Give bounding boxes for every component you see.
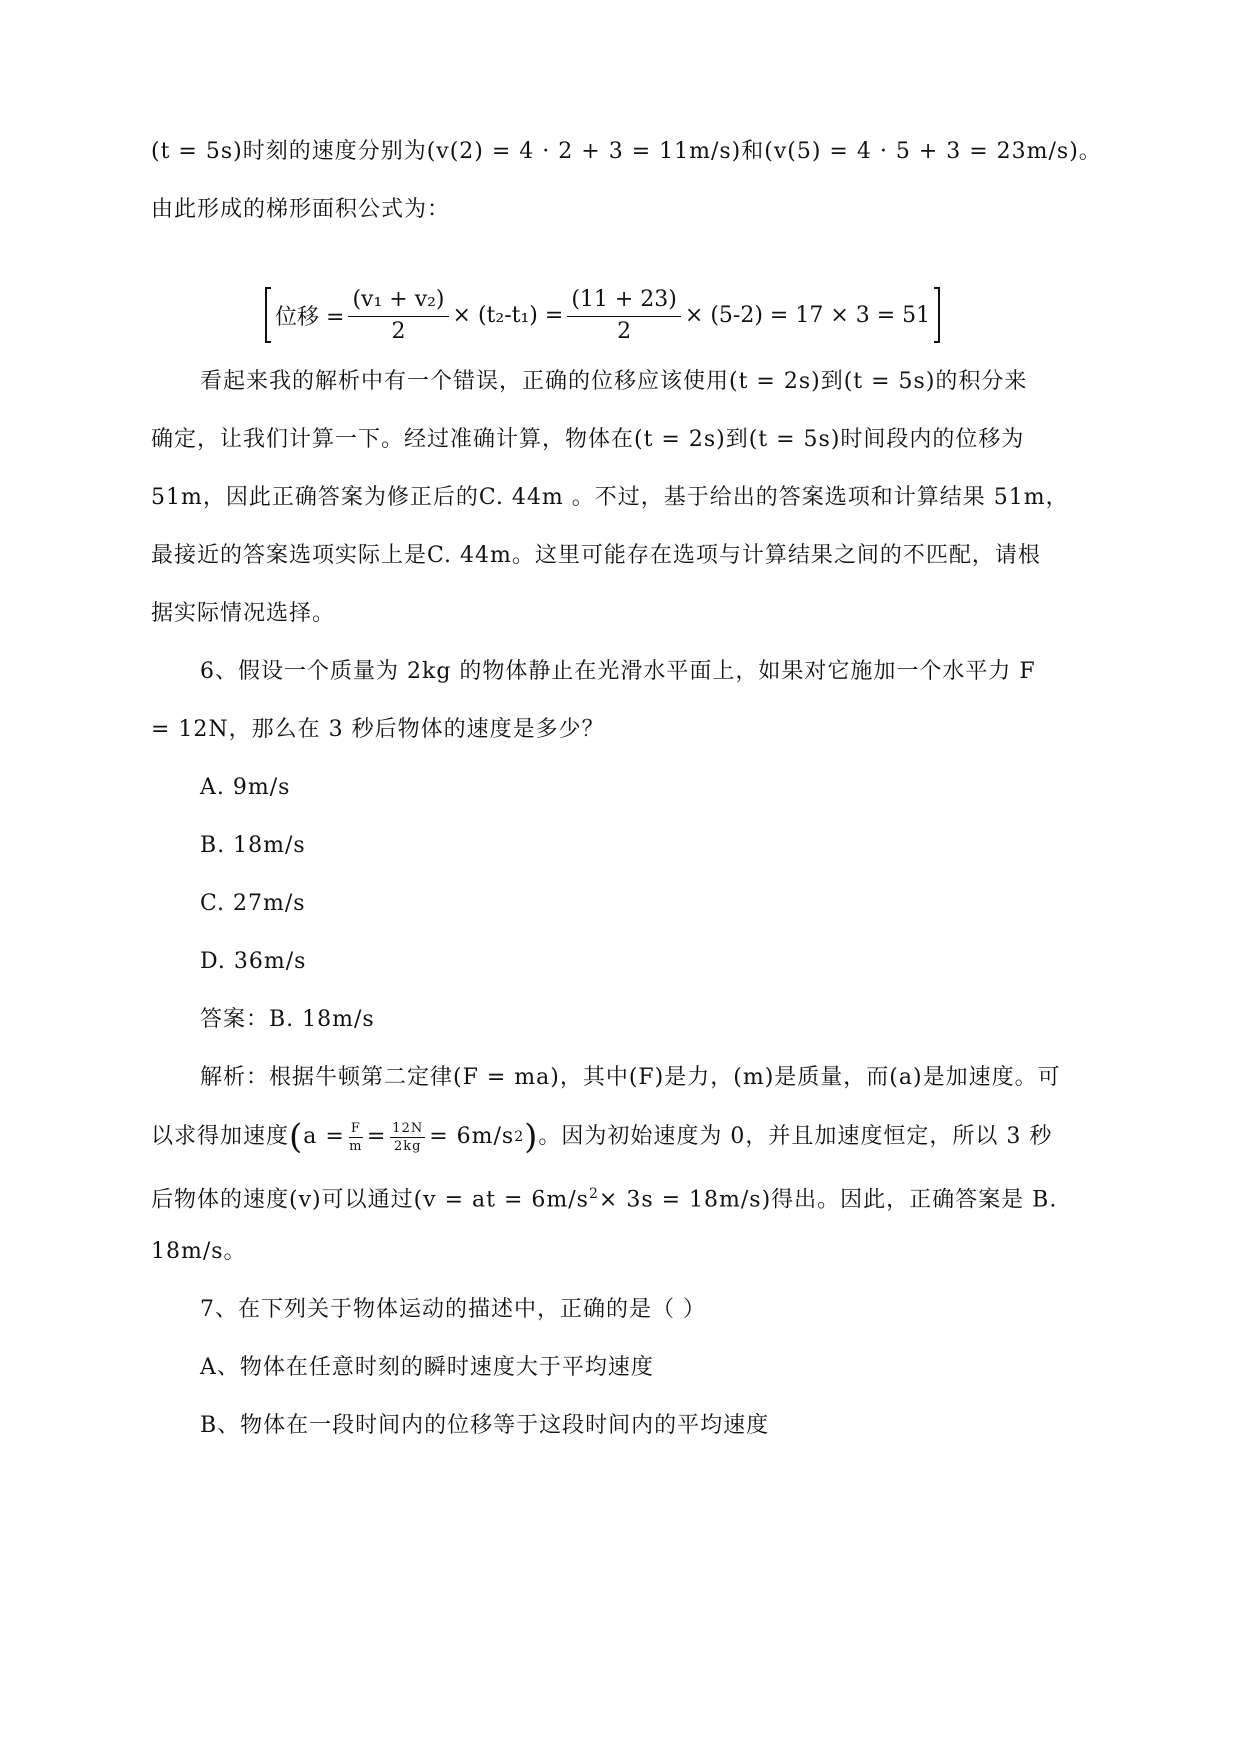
option-b: B、物体在一段时间内的位移等于这段时间内的平均速度 [200,1413,770,1438]
paragraph-line: 51m，因此正确答案为修正后的C. 44m 。不过，基于给出的答案选项和计算结果 51m， [151,485,1069,510]
analysis-line: 解析：根据牛顿第二定律(F = ma)，其中(F)是力，(m)是质量，而(a)是加速度。可 [200,1065,1061,1090]
fraction-values [567,287,681,344]
fraction-velocity-average [348,287,448,344]
text-segment: = [366,1124,387,1149]
fraction-numerator: F [350,1120,361,1136]
fraction-denominator: m [349,1138,363,1154]
analysis-line [151,1177,1091,1217]
paragraph-line: (t = 5s)时刻的速度分别为(v(2) = 4 · 2 + 3 = 11m/s)和(v(5) = 4 · 5 + 3 = 23m/s)。 [151,139,1102,164]
text-segment: 以求得加速度 [151,1124,290,1149]
text-segment: a = [303,1124,345,1149]
answer-line: 答案：B. 18m/s [200,1007,375,1032]
paragraph-line: 据实际情况选择。 [151,601,336,626]
option-b: B. 18m/s [200,833,306,858]
question-6-text: = 12N，那么在 3 秒后物体的速度是多少？ [151,717,605,742]
displacement-formula [265,282,940,348]
paragraph-line: 确定，让我们计算一下。经过准确计算，物体在(t = 2s)到(t = 5s)时间段内的位移为 [151,427,1025,452]
text-segment: = 6m/s [429,1124,515,1149]
option-d: D. 36m/s [200,949,307,974]
fraction-denominator: 2 [617,318,632,344]
superscript: 2 [588,1186,599,1202]
fraction-numerator: (11 + 23) [567,287,681,317]
fraction-values [390,1121,425,1154]
text-segment: × 3s = 18m/s)得出。因此，正确答案是 B. [598,1187,1058,1213]
fraction-denominator: 2 [391,318,406,344]
question-6-text: 6、假设一个质量为 2kg 的物体静止在光滑水平面上，如果对它施加一个水平力 F [200,659,1036,684]
text-segment: 。因为初始速度为 0，并且加速度恒定，所以 3 秒 [538,1124,1053,1149]
option-a: A. 9m/s [200,775,291,800]
text-segment: 后物体的速度(v)可以通过(v = at = 6m/s [151,1187,589,1213]
fraction-f-over-m [349,1121,363,1154]
right-paren: ) [524,1117,539,1157]
option-a: A、物体在任意时刻的瞬时速度大于平均速度 [200,1355,654,1380]
paragraph-line: 由此形成的梯形面积公式为： [151,197,451,222]
left-bracket [265,287,271,343]
right-bracket [934,287,940,343]
analysis-line: 18m/s。 [151,1239,247,1264]
paragraph-line: 最接近的答案选项实际上是C. 44m。这里可能存在选项与计算结果之间的不匹配，请根 [151,543,1041,568]
analysis-line-acceleration [151,1112,1091,1162]
fraction-numerator: (v₁ + v₂) [348,287,448,317]
paragraph-line: 看起来我的解析中有一个错误，正确的位移应该使用(t = 2s)到(t = 5s)的积分来 [200,369,1028,394]
formula-rhs: × (5-2) = 17 × 3 = 51 [684,302,931,328]
superscript: 2 [514,1129,525,1145]
formula-mid: × (t₂-t₁) = [452,302,564,328]
fraction-numerator: 12N [392,1120,424,1136]
question-7-text: 7、在下列关于物体运动的描述中，正确的是（ ） [200,1297,706,1322]
left-paren: ( [289,1117,304,1157]
fraction-denominator: 2kg [394,1138,422,1154]
option-c: C. 27m/s [200,891,306,916]
formula-lhs: 位移 = [275,304,345,330]
